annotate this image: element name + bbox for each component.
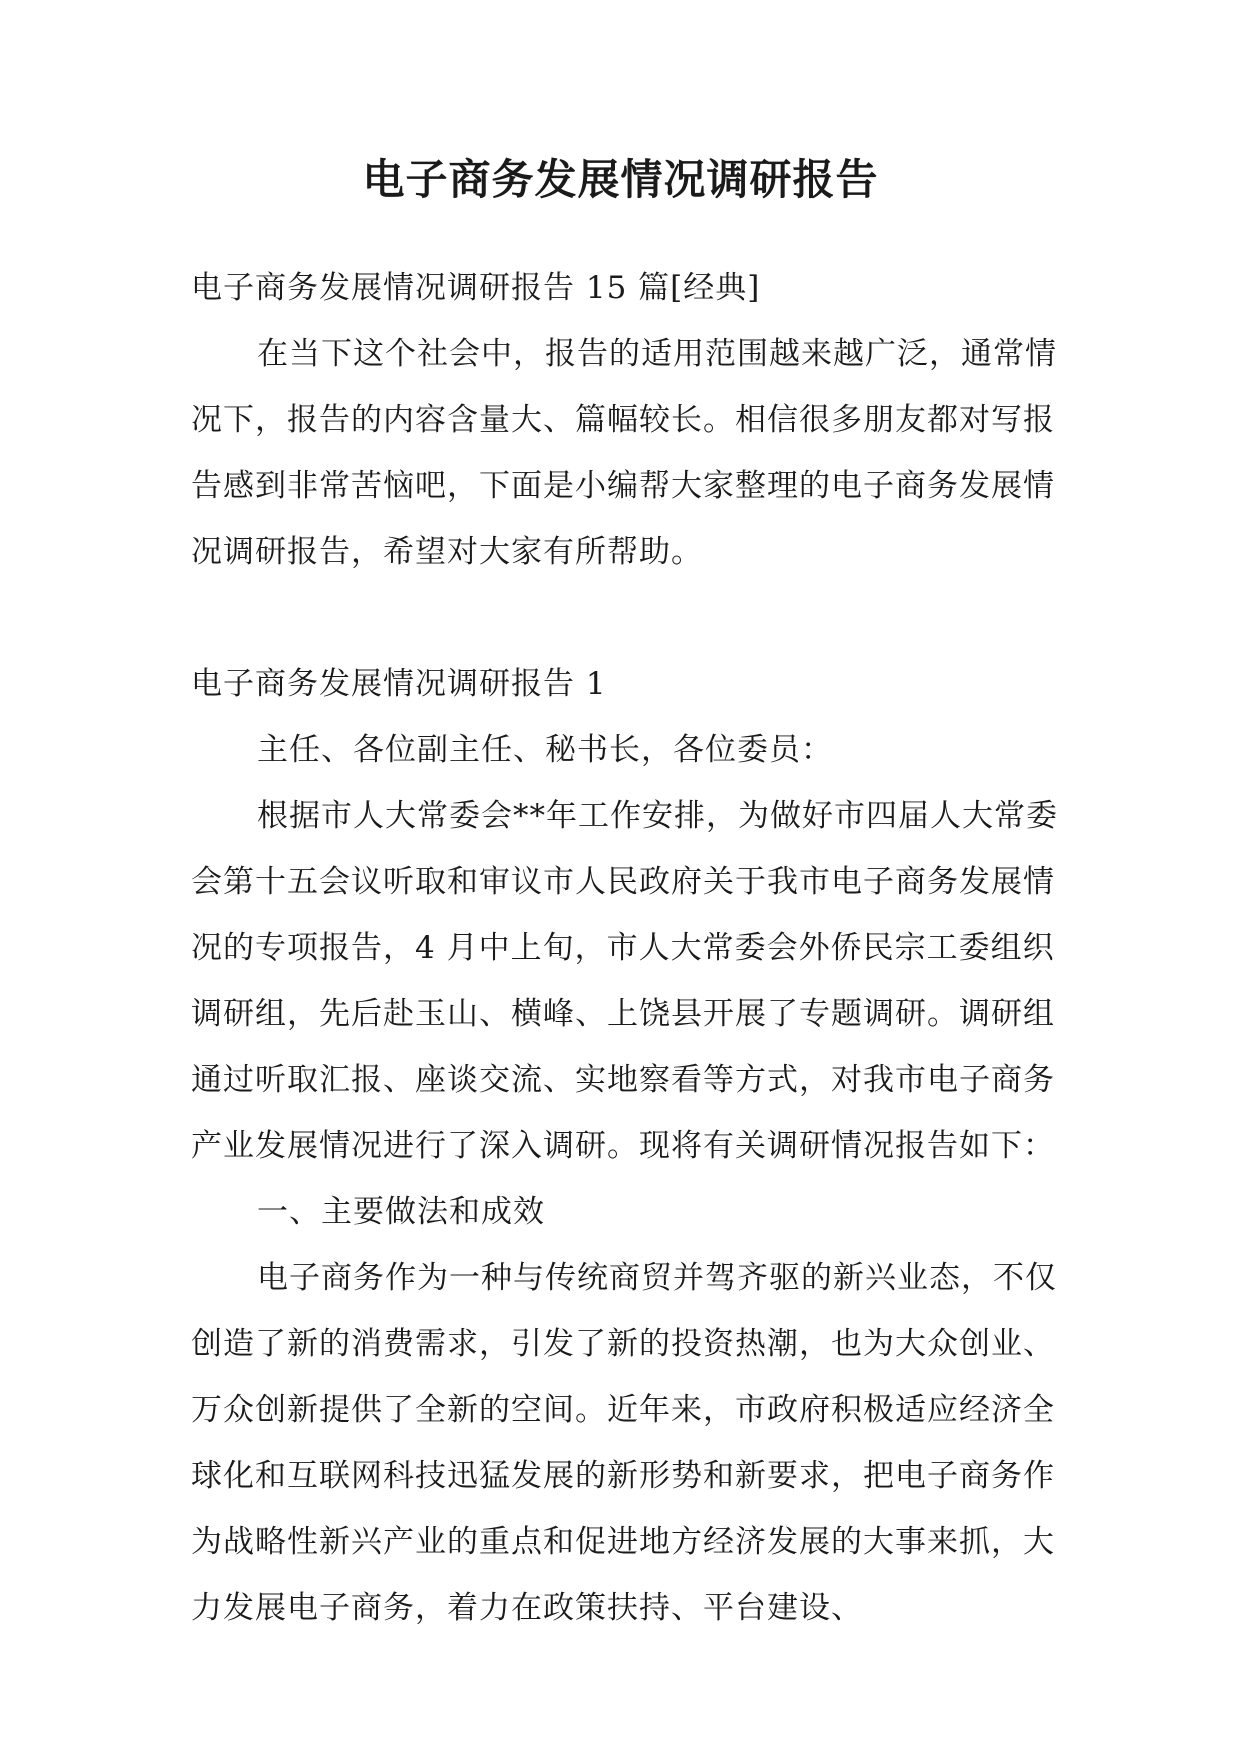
body-paragraph-2: 电子商务作为一种与传统商贸并驾齐驱的新兴业态，不仅创造了新的消费需求，引发了新的投资热潮，也为大众创业、万众创新提供了全新的空间。近年来，市政府积极适应经济全球化和互联网科技迅猛发展的新形势和新要求，把电子商务作为战略性新兴产业的重点和促进地方经济发展的大事来抓，大力发展电子商务，着力在政策扶持、平台建设、 — [191, 1260, 1057, 1626]
section-heading: 电子商务发展情况调研报告 1 — [191, 666, 607, 702]
document-title: 电子商务发展情况调研报告 — [362, 155, 879, 204]
document-body — [191, 255, 1071, 1641]
intro-paragraph: 在当下这个社会中，报告的适用范围越来越广泛，通常情况下，报告的内容含量大、篇幅较长。相信很多朋友都对写报告感到非常苦恼吧，下面是小编帮大家整理的电子商务发展情况调研报告，希望对大家有所帮助。 — [191, 336, 1057, 570]
section-gap — [191, 585, 1071, 651]
document-subtitle: 电子商务发展情况调研报告 15 篇[经典] — [191, 270, 761, 306]
subheading-main-practices: 一、主要做法和成效 — [257, 1194, 545, 1230]
salutation: 主任、各位副主任、秘书长，各位委员： — [257, 732, 833, 768]
body-paragraph-1: 根据市人大常委会**年工作安排，为做好市四届人大常委会第十五会议听取和审议市人民政府关于我市电子商务发展情况的专项报告，4 月中上旬，市人大常委会外侨民宗工委组织调研组，先后赴玉山、横峰、上饶县开展了专题调研。调研组通过听取汇报、座谈交流、实地察看等方式，对我市电子商务产业发展情况进行了深入调研。现将有关调研情况报告如下： — [191, 798, 1058, 1164]
